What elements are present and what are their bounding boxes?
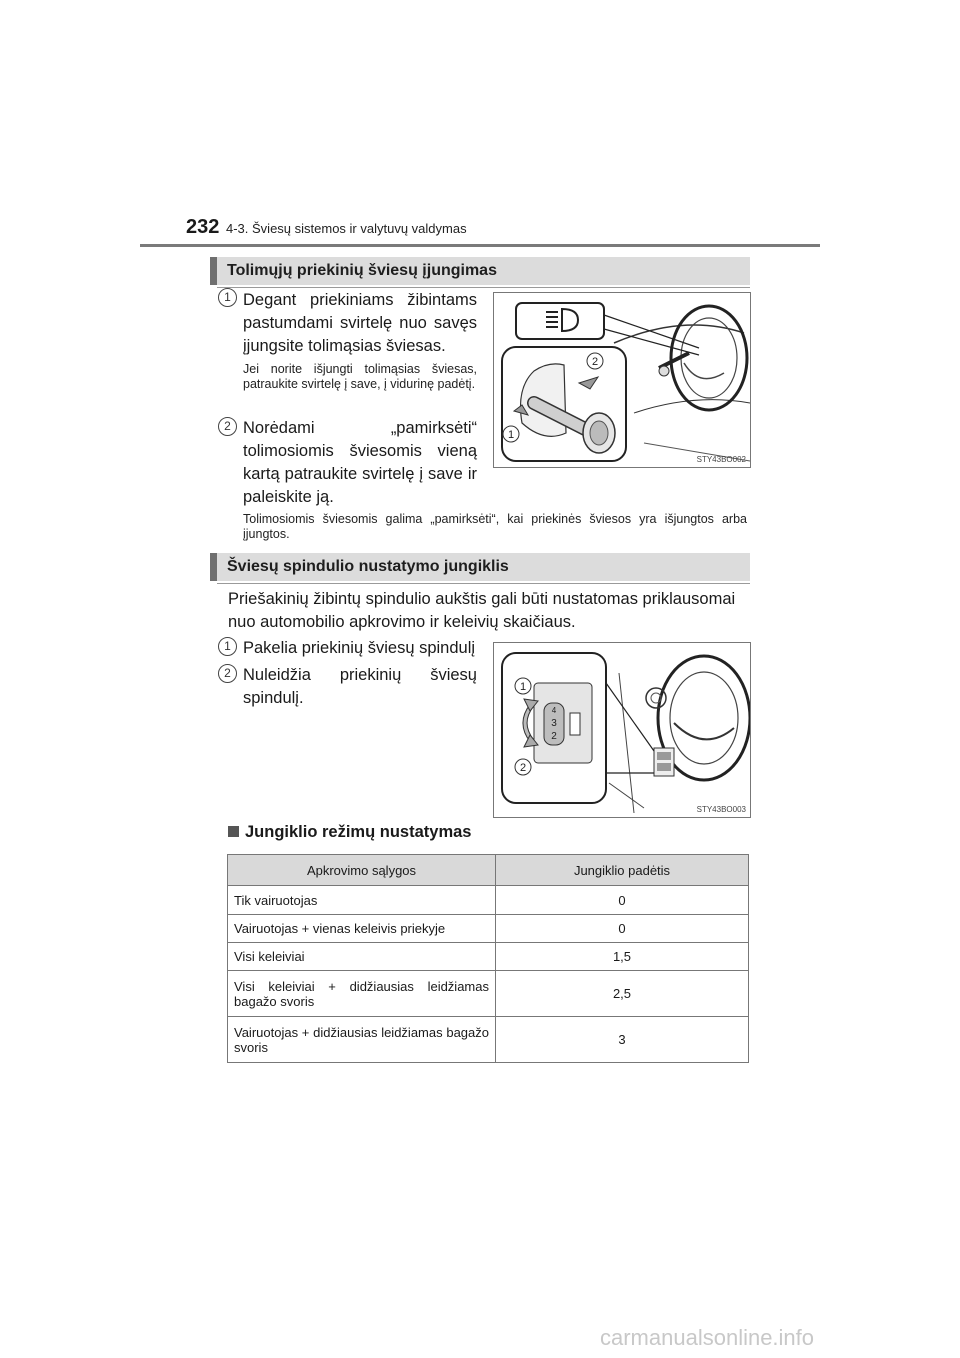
footnote: Tolimosiomis šviesomis galima „pamirksėti“, kai priekinės šviesos yra išjungtos arba įjungtos.	[243, 512, 747, 541]
section-title: Tolimųjų priekinių šviesų įjungimas	[227, 262, 497, 279]
section-header-high-beam	[210, 257, 750, 285]
modes-table-wrapper	[227, 854, 749, 1063]
callout-2: 2	[519, 762, 527, 774]
step-marker: 2	[218, 664, 237, 683]
column-header: Apkrovimo sąlygos	[228, 855, 496, 886]
table-cell: Vairuotojas + vienas keleivis priekyje	[228, 915, 496, 943]
callout-2: 2	[591, 356, 599, 368]
step-marker: 1	[218, 288, 237, 307]
figure-code: STY43BO002	[696, 455, 746, 464]
table-row	[228, 943, 749, 971]
page-number: 232	[186, 216, 220, 238]
modes-subheading	[228, 823, 471, 842]
step-marker: 1	[218, 637, 237, 656]
table-cell: 0	[496, 915, 749, 943]
figure-code: STY43BO003	[696, 805, 746, 814]
callout-1: 1	[519, 681, 527, 693]
table-cell: Visi keleiviai + didžiausias leidžiamas bagažo svoris	[228, 971, 496, 1017]
table-cell: 0	[496, 886, 749, 915]
step-text: Pakelia priekinių šviesų spindulį	[243, 639, 476, 657]
leveling-dial-illustration	[494, 643, 750, 817]
table-cell: Visi keleiviai	[228, 943, 496, 971]
dial-number: 3	[551, 718, 557, 729]
headlight-level-icon	[570, 713, 580, 735]
step-text: Norėdami „pamirksėti“ tolimosiomis šviesomis vieną kartą patraukite svirtelę į save ir paleiskite ją.	[243, 419, 477, 506]
modes-table	[227, 854, 749, 1063]
modes-title: Jungiklio režimų nustatymas	[245, 823, 472, 841]
table-cell: 2,5	[496, 971, 749, 1017]
table-cell: Vairuotojas + didžiausias leidžiamas bagažo svoris	[228, 1017, 496, 1063]
step-marker: 2	[218, 417, 237, 436]
table-row	[228, 915, 749, 943]
table-row	[228, 971, 749, 1017]
dial-number: 2	[551, 731, 557, 742]
table-cell: 1,5	[496, 943, 749, 971]
table-cell: 3	[496, 1017, 749, 1063]
step-text: Nuleidžia priekinių šviesų spindulį.	[243, 666, 477, 707]
step-note: Jei norite išjungti tolimąsias šviesas, patraukite svirtelę į save, į vidurinę padėtį.	[243, 362, 477, 391]
figure-leveling-dial	[493, 642, 751, 818]
table-row	[228, 1017, 749, 1063]
callout-1: 1	[507, 429, 515, 441]
section-title: Šviesų spindulio nustatymo jungiklis	[227, 558, 509, 575]
table-row	[228, 886, 749, 915]
footer-watermark[interactable]: carmanualsonline.info	[600, 1325, 815, 1350]
dial-number: 4	[551, 706, 557, 715]
figure-high-beam-lever	[493, 292, 751, 468]
table-header-row	[228, 855, 749, 886]
chapter-title: 4-3. Šviesų sistemos ir valytuvų valdymas	[226, 221, 467, 236]
section-header-beam-leveling	[210, 553, 750, 581]
table-cell: Tik vairuotojas	[228, 886, 496, 915]
column-header: Jungiklio padėtis	[496, 855, 749, 886]
intro-paragraph: Priešakinių žibintų spindulio aukštis gali būti nustatomas priklausomai nuo automobilio apkrovimo ir keleivių skaičiaus.	[228, 590, 736, 631]
step-text: Degant priekiniams žibintams pastumdami svirtelę nuo savęs įjungsite tolimąsias šviesas.	[243, 291, 477, 355]
square-bullet-icon	[228, 826, 239, 837]
header-rule	[140, 244, 820, 247]
high-beam-lever-illustration	[494, 293, 750, 467]
